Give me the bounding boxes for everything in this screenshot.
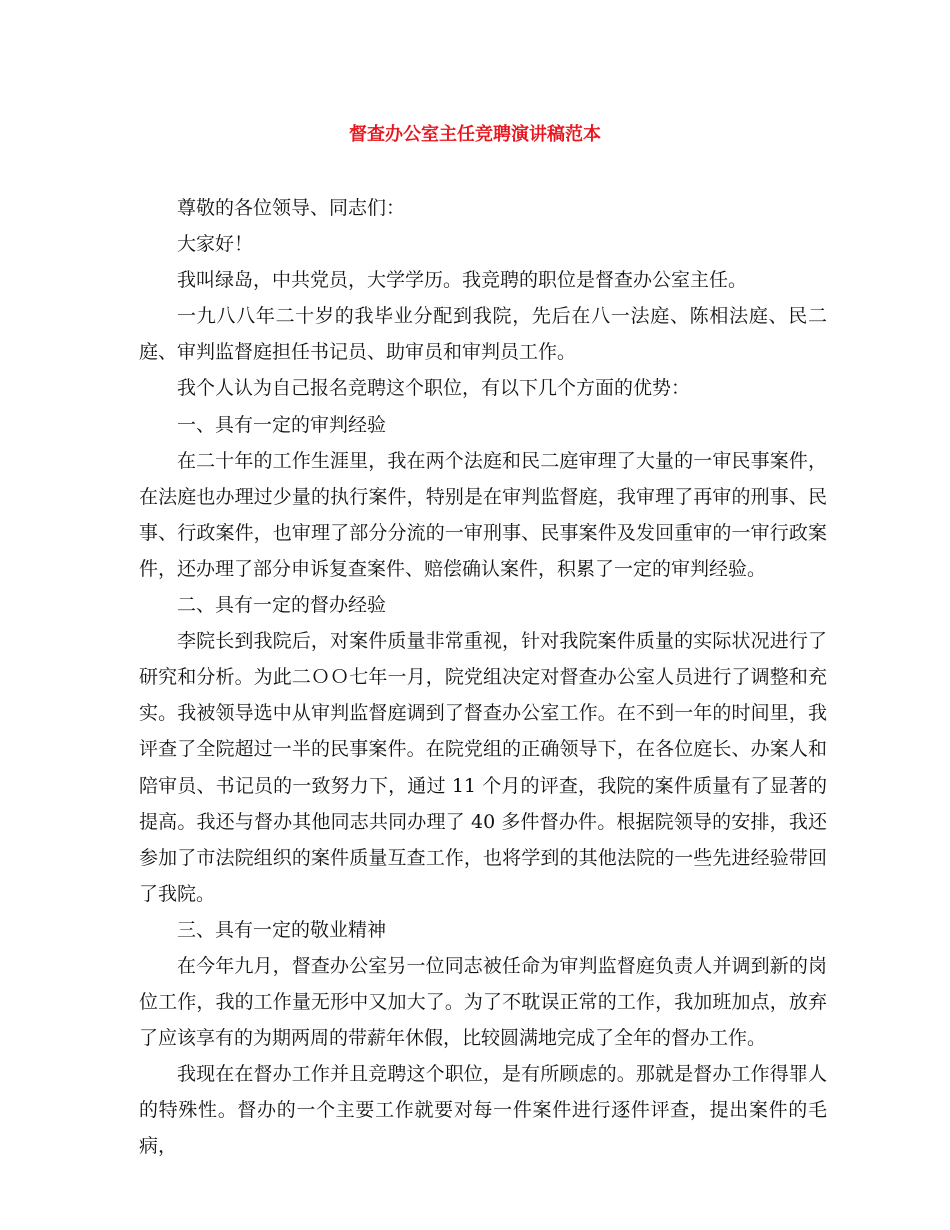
section-heading-supervision-experience: 二、具有一定的督办经验: [177, 594, 387, 617]
document-title: 督查办公室主任竞聘演讲稿范本: [349, 124, 601, 145]
paragraph-trial-experience: 在二十年的工作生涯里，我在两个法庭和民二庭审理了大量的一审民事案件，在法庭也办理过少量的执行案件，特别是在审判监督庭，我审理了再审的刑事、民事、行政案件，也审理了部分分流的一审刑事、民事案件及发回重审的一审行政案件，还办理了部分申诉复查案件、赔偿确认案件，积累了一定的审判经验。: [139, 449, 827, 580]
document-body: [139, 190, 827, 1165]
section-heading-trial-experience: 一、具有一定的审判经验: [177, 413, 387, 436]
paragraph-hello: 大家好！: [177, 233, 254, 256]
paragraph-supervision-experience: 李院长到我院后，对案件质量非常重视，针对我院案件质量的实际状况进行了研究和分析。为此二ＯＯ七年一月，院党组决定对督查办公室人员进行了调整和充实。我被领导选中从审判监督庭调到了督查办公室工作。在不到一年的时间里，我评查了全院超过一半的民事案件。在院党组的正确领导下，在各位庭长、办案人和陪审员、书记员的一致努力下，通过 11 个月的评查，我院的案件质量有了显著的提高。我还与督办其他同志共同办理了 40 多件督办件。根据院领导的安排，我还参加了市法院组织的案件质量互查工作，也将学到的其他法院的一些先进经验带回了我院。: [139, 630, 827, 905]
paragraph-advantages: 我个人认为自己报名竞聘这个职位，有以下几个方面的优势：: [177, 377, 691, 400]
paragraph-concerns: 我现在在督办工作并且竞聘这个职位，是有所顾虑的。那就是督办工作得罪人的特殊性。督办的一个主要工作就要对每一件案件进行逐件评查，提出案件的毛病，: [139, 1063, 827, 1158]
paragraph-career: 一九八八年二十岁的我毕业分配到我院，先后在八一法庭、陈相法庭、民二庭、审判监督庭担任书记员、助审员和审判员工作。: [139, 305, 827, 364]
paragraph-dedication: 在今年九月，督查办公室另一位同志被任命为审判监督庭负责人并调到新的岗位工作，我的工作量无形中又加大了。为了不耽误正常的工作，我加班加点，放弃了应该享有的为期两周的带薪年休假，比较圆满地完成了全年的督办工作。: [139, 954, 827, 1050]
paragraph-greeting: 尊敬的各位领导、同志们：: [177, 197, 406, 219]
paragraph-intro: 我叫绿岛，中共党员，大学学历。我竞聘的职位是督查办公室主任。: [177, 269, 748, 292]
section-heading-dedication: 三、具有一定的敬业精神: [177, 918, 387, 941]
